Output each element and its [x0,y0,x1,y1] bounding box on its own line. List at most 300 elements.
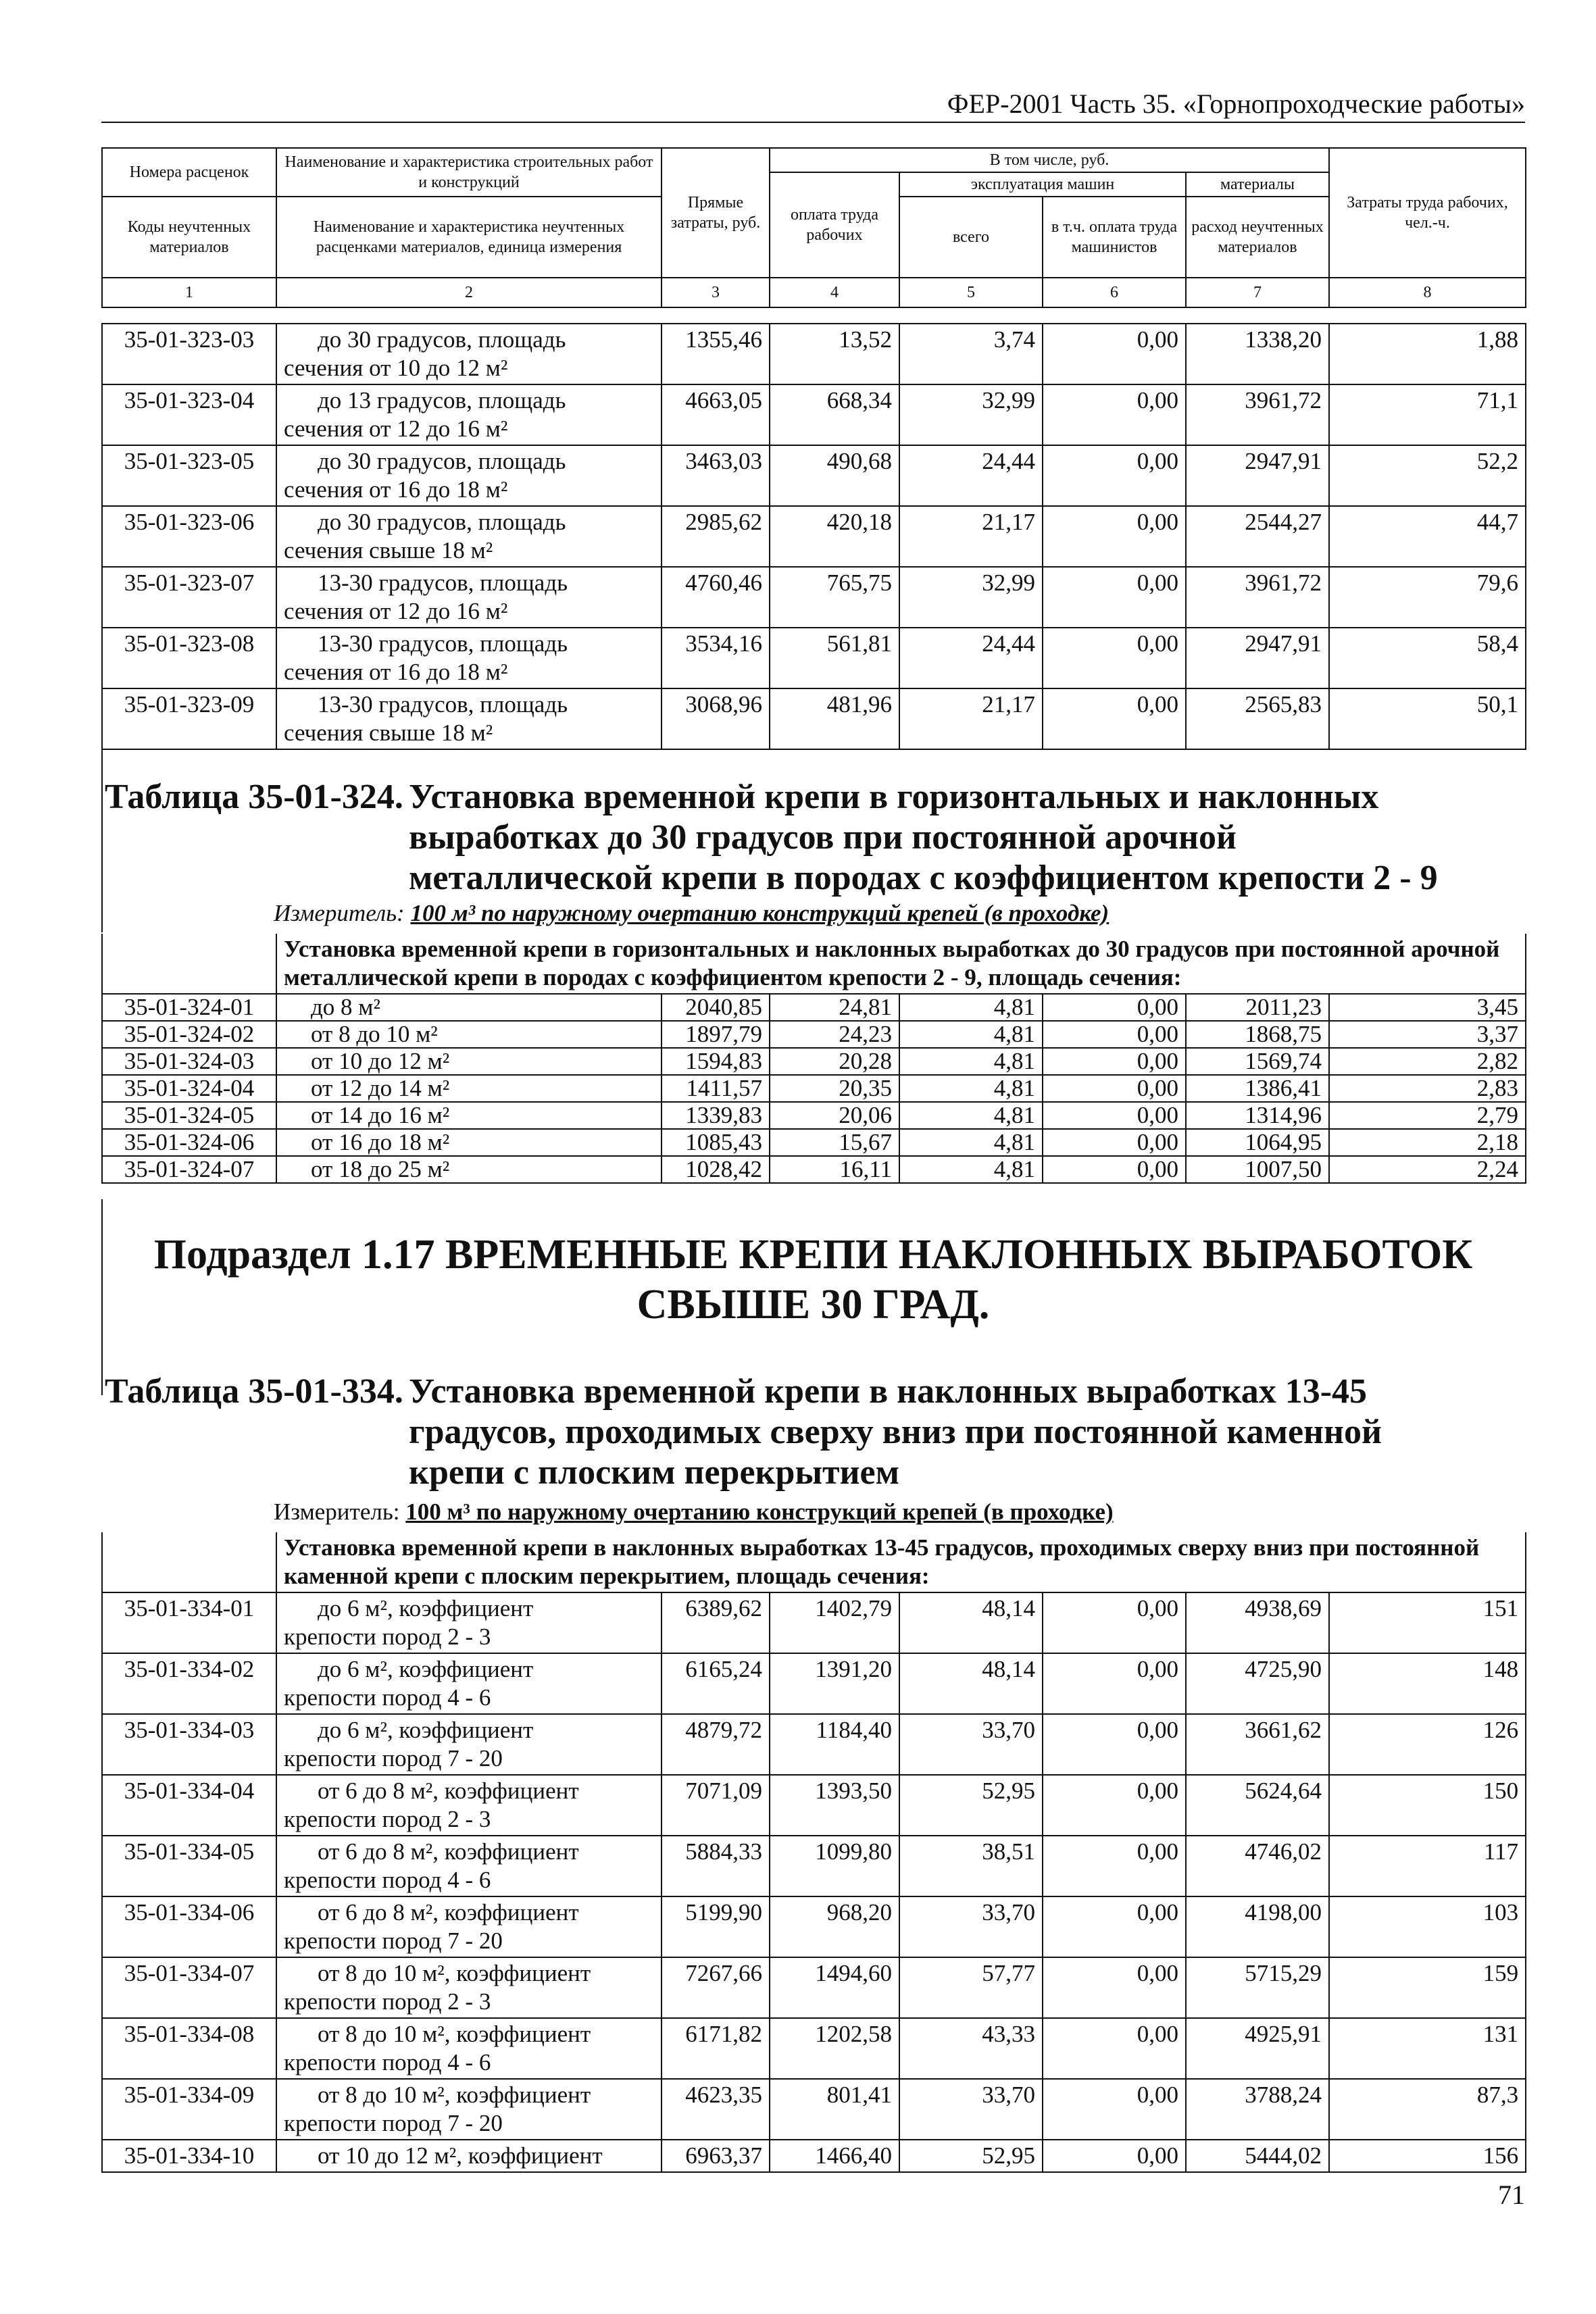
description-line-1: от 8 до 10 м² [311,1021,438,1047]
value-col-5: 4,81 [899,1102,1043,1129]
value-col-5: 33,70 [899,2079,1043,2140]
header-machinist-wages: в т.ч. оплата труда машинистов [1043,197,1186,278]
value-col-7: 1314,96 [1186,1102,1329,1129]
value-col-6: 0,00 [1043,1075,1186,1102]
value-col-4: 1466,40 [770,2140,899,2172]
left-border-line [101,736,103,932]
value-col-4: 1393,50 [770,1775,899,1836]
description-line-2: крепости пород 2 - 3 [284,1988,491,2015]
value-col-8: 2,18 [1329,1129,1526,1156]
table-324-measure [274,900,1596,927]
rate-code: 35-01-334-10 [102,2140,276,2172]
description-line-1: 13-30 градусов, площадь [318,570,568,596]
value-col-6: 0,00 [1043,567,1186,628]
value-col-3: 5884,33 [662,1836,770,1896]
value-col-8: 150 [1329,1775,1526,1836]
col-num-3: 3 [662,278,770,307]
value-col-4: 1494,60 [770,1957,899,2018]
value-col-7: 2947,91 [1186,628,1329,688]
rate-code: 35-01-334-06 [102,1896,276,1957]
value-col-8: 2,83 [1329,1075,1526,1102]
value-col-8: 151 [1329,1592,1526,1653]
description-line-2: сечения свыше 18 м² [284,537,493,563]
value-col-8: 71,1 [1329,384,1526,445]
value-col-5: 4,81 [899,1156,1043,1183]
table-324 [101,934,1526,1184]
header-material-codes: Коды неучтенных материалов [102,197,276,278]
table-row [102,1775,1526,1836]
table-row [102,1957,1526,2018]
value-col-3: 5199,90 [662,1896,770,1957]
value-col-7: 4746,02 [1186,1836,1329,1896]
value-col-4: 1099,80 [770,1836,899,1896]
work-description [276,1156,662,1183]
table-row [102,506,1526,567]
value-col-3: 1411,57 [662,1075,770,1102]
rate-code: 35-01-334-02 [102,1653,276,1714]
work-description [276,445,662,506]
header-rule [101,122,1525,123]
table-324-title: Установка временной крепи в горизонтальных и наклонных выработках до 30 градусов при постоянной арочной металлической крепи в породах с коэффициентом крепости 2 - 9 [409,778,1438,897]
value-col-3: 1594,83 [662,1048,770,1075]
table-row [102,1075,1526,1102]
table-324-group-heading: Установка временной крепи в горизонтальных и наклонных выработках до 30 градусов при постоянной арочной металлической крепи в породах с коэффициентом крепости 2 - 9, площадь сечения: [276,934,1526,994]
rate-code: 35-01-334-04 [102,1775,276,1836]
rate-code: 35-01-334-08 [102,2018,276,2079]
measure-unit: 100 м³ по наружному очертанию конструкций крепей (в проходке) [410,900,1109,926]
value-col-5: 52,95 [899,2140,1043,2172]
value-col-3: 3534,16 [662,628,770,688]
work-description [276,1129,662,1156]
table-row [102,1836,1526,1896]
value-col-6: 0,00 [1043,445,1186,506]
table-row [102,628,1526,688]
value-col-3: 2040,85 [662,994,770,1021]
value-col-7: 1868,75 [1186,1021,1329,1048]
description-line-2: крепости пород 7 - 20 [284,2110,503,2136]
value-col-5: 33,70 [899,1896,1043,1957]
value-col-5: 24,44 [899,445,1043,506]
value-col-5: 24,44 [899,628,1043,688]
value-col-7: 2544,27 [1186,506,1329,567]
table-324-title-block [105,777,1524,899]
value-col-3: 1355,46 [662,324,770,384]
value-col-6: 0,00 [1043,1102,1186,1129]
description-line-1: от 6 до 8 м², коэффициент [318,1838,579,1865]
value-col-6: 0,00 [1043,994,1186,1021]
rate-code: 35-01-324-04 [102,1075,276,1102]
column-header-table [101,147,1526,308]
table-row [102,994,1526,1021]
description-line-2: крепости пород 2 - 3 [284,1806,491,1832]
table-row [102,324,1526,384]
subsection-title: Подраздел 1.17 ВРЕМЕННЫЕ КРЕПИ НАКЛОННЫХ ВЫРАБОТОК СВЫШЕ 30 ГРАД. [153,1232,1473,1328]
description-line-2: крепости пород 7 - 20 [284,1928,503,1954]
rate-code: 35-01-334-07 [102,1957,276,2018]
value-col-5: 4,81 [899,994,1043,1021]
value-col-6: 0,00 [1043,1714,1186,1775]
value-col-4: 1202,58 [770,2018,899,2079]
value-col-6: 0,00 [1043,1021,1186,1048]
header-materials-consumption: расход неучтенных материалов [1186,197,1329,278]
value-col-7: 2565,83 [1186,688,1329,749]
table-row [102,1129,1526,1156]
table-334 [101,1532,1526,2173]
value-col-3: 4760,46 [662,567,770,628]
value-col-4: 1402,79 [770,1592,899,1653]
value-col-4: 16,11 [770,1156,899,1183]
value-col-3: 6165,24 [662,1653,770,1714]
value-col-6: 0,00 [1043,1048,1186,1075]
table-324-body [101,934,1525,1184]
value-col-5: 4,81 [899,1048,1043,1075]
table-334-title: Установка временной крепи в наклонных выработках 13-45 градусов, проходимых сверху вниз при постоянной каменной крепи с плоским перекрытием [409,1372,1382,1492]
description-line-2: сечения от 12 до 16 м² [284,598,508,624]
table-row [102,1714,1526,1775]
value-col-4: 24,81 [770,994,899,1021]
description-line-1: от 6 до 8 м², коэффициент [318,1778,579,1804]
description-line-1: до 6 м², коэффициент [318,1656,534,1682]
value-col-4: 968,20 [770,1896,899,1957]
description-line-2: сечения от 10 до 12 м² [284,355,508,381]
value-col-8: 131 [1329,2018,1526,2079]
value-col-8: 103 [1329,1896,1526,1957]
value-col-5: 32,99 [899,384,1043,445]
rate-code: 35-01-324-06 [102,1129,276,1156]
value-col-4: 561,81 [770,628,899,688]
header-materials: материалы [1186,172,1329,197]
table-row [102,1102,1526,1129]
value-col-8: 126 [1329,1714,1526,1775]
table-row [102,1048,1526,1075]
col-num-5: 5 [899,278,1043,307]
table-334-measure [274,1499,1596,1526]
value-col-3: 6963,37 [662,2140,770,2172]
work-description [276,994,662,1021]
value-col-7: 4925,91 [1186,2018,1329,2079]
rate-code: 35-01-334-01 [102,1592,276,1653]
value-col-3: 4663,05 [662,384,770,445]
rate-code: 35-01-334-09 [102,2079,276,2140]
col-num-7: 7 [1186,278,1329,307]
value-col-5: 21,17 [899,688,1043,749]
value-col-3: 3463,03 [662,445,770,506]
header-rate-numbers: Номера расценок [102,148,276,197]
rate-code: 35-01-324-01 [102,994,276,1021]
table-row [102,2079,1526,2140]
value-col-3: 6389,62 [662,1592,770,1653]
value-col-4: 420,18 [770,506,899,567]
measure-unit: 100 м³ по наружному очертанию конструкций крепей (в проходке) [405,1499,1114,1525]
description-line-1: от 16 до 18 м² [311,1129,450,1155]
table-323 [101,323,1526,750]
value-col-5: 43,33 [899,2018,1043,2079]
value-col-6: 0,00 [1043,506,1186,567]
value-col-6: 0,00 [1043,1129,1186,1156]
header-labor: Затраты труда рабочих, чел.-ч. [1329,148,1526,278]
table-row [102,688,1526,749]
work-description [276,1075,662,1102]
value-col-5: 4,81 [899,1129,1043,1156]
value-col-8: 148 [1329,1653,1526,1714]
value-col-7: 3961,72 [1186,567,1329,628]
value-col-7: 1007,50 [1186,1156,1329,1183]
description-line-1: 13-30 градусов, площадь [318,691,568,718]
value-col-7: 4725,90 [1186,1653,1329,1714]
value-col-3: 7267,66 [662,1957,770,2018]
description-line-2: крепости пород 4 - 6 [284,1684,491,1711]
value-col-7: 1386,41 [1186,1075,1329,1102]
value-col-4: 765,75 [770,567,899,628]
value-col-8: 87,3 [1329,2079,1526,2140]
value-col-4: 13,52 [770,324,899,384]
value-col-7: 1569,74 [1186,1048,1329,1075]
description-line-1: 13-30 градусов, площадь [318,630,568,657]
value-col-3: 3068,96 [662,688,770,749]
description-line-2: сечения свыше 18 м² [284,720,493,746]
header-material-names: Наименование и характеристика неучтенных расценками материалов, единица измерения [276,197,662,278]
value-col-5: 48,14 [899,1592,1043,1653]
work-description [276,2018,662,2079]
description-line-1: от 12 до 14 м² [311,1075,450,1101]
value-col-5: 57,77 [899,1957,1043,2018]
value-col-8: 1,88 [1329,324,1526,384]
description-line-2: сечения от 12 до 16 м² [284,416,508,442]
description-line-1: от 6 до 8 м², коэффициент [318,1899,579,1926]
value-col-6: 0,00 [1043,688,1186,749]
value-col-3: 4879,72 [662,1714,770,1775]
value-col-7: 3961,72 [1186,384,1329,445]
value-col-7: 5715,29 [1186,1957,1329,2018]
value-col-3: 7071,09 [662,1775,770,1836]
table-row [102,1021,1526,1048]
value-col-4: 24,23 [770,1021,899,1048]
work-description [276,1775,662,1836]
description-line-1: от 8 до 10 м², коэффициент [318,2082,591,2108]
header-work-name: Наименование и характеристика строительных работ и конструкций [276,148,662,197]
value-col-6: 0,00 [1043,324,1186,384]
value-col-4: 481,96 [770,688,899,749]
table-324-label: Таблица 35-01-324. [105,778,403,816]
value-col-5: 3,74 [899,324,1043,384]
work-description [276,1836,662,1896]
value-col-8: 2,82 [1329,1048,1526,1075]
table-334-title-block [105,1372,1524,1493]
value-col-6: 0,00 [1043,1896,1186,1957]
description-line-1: до 30 градусов, площадь [318,509,566,535]
value-col-7: 3788,24 [1186,2079,1329,2140]
rate-code: 35-01-323-09 [102,688,276,749]
header-direct-costs: Прямые затраты, руб. [662,148,770,278]
description-line-1: до 13 градусов, площадь [318,387,566,413]
value-col-6: 0,00 [1043,1957,1186,2018]
value-col-5: 52,95 [899,1775,1043,1836]
table-row [102,384,1526,445]
description-line-1: до 6 м², коэффициент [318,1595,534,1621]
work-description [276,567,662,628]
value-col-3: 1897,79 [662,1021,770,1048]
work-description [276,628,662,688]
work-description [276,324,662,384]
value-col-7: 5624,64 [1186,1775,1329,1836]
value-col-6: 0,00 [1043,1653,1186,1714]
header-machines-total: всего [899,197,1043,278]
value-col-3: 2985,62 [662,506,770,567]
value-col-6: 0,00 [1043,2018,1186,2079]
value-col-8: 3,37 [1329,1021,1526,1048]
value-col-8: 3,45 [1329,994,1526,1021]
value-col-8: 44,7 [1329,506,1526,567]
value-col-7: 4198,00 [1186,1896,1329,1957]
work-description [276,2140,662,2172]
description-line-1: от 14 до 16 м² [311,1102,450,1128]
work-description [276,1048,662,1075]
work-description [276,1653,662,1714]
description-line-2: крепости пород 4 - 6 [284,2049,491,2076]
value-col-8: 2,24 [1329,1156,1526,1183]
value-col-4: 1391,20 [770,1653,899,1714]
work-description [276,1957,662,2018]
table-row [102,2140,1526,2172]
value-col-8: 50,1 [1329,688,1526,749]
rate-code: 35-01-323-08 [102,628,276,688]
value-col-6: 0,00 [1043,384,1186,445]
description-line-2: крепости пород 7 - 20 [284,1745,503,1771]
value-col-5: 38,51 [899,1836,1043,1896]
value-col-6: 0,00 [1043,2079,1186,2140]
rate-code: 35-01-334-05 [102,1836,276,1896]
work-description [276,384,662,445]
value-col-5: 48,14 [899,1653,1043,1714]
column-header [101,147,1525,308]
header-machines: эксплуатация машин [899,172,1186,197]
value-col-6: 0,00 [1043,1775,1186,1836]
value-col-6: 0,00 [1043,1836,1186,1896]
value-col-8: 156 [1329,2140,1526,2172]
table-row [102,1592,1526,1653]
value-col-6: 0,00 [1043,1592,1186,1653]
description-line-1: от 10 до 12 м², коэффициент [318,2142,603,2169]
table-row [102,1653,1526,1714]
rate-code: 35-01-334-03 [102,1714,276,1775]
rate-code: 35-01-324-05 [102,1102,276,1129]
work-description [276,1592,662,1653]
description-line-1: от 8 до 10 м², коэффициент [318,2021,591,2047]
rate-code: 35-01-323-07 [102,567,276,628]
value-col-7: 1338,20 [1186,324,1329,384]
description-line-2: крепости пород 2 - 3 [284,1624,491,1650]
value-col-5: 4,81 [899,1075,1043,1102]
table-334-label: Таблица 35-01-334. [105,1372,403,1411]
description-line-2: сечения от 16 до 18 м² [284,659,508,685]
value-col-5: 32,99 [899,567,1043,628]
work-description [276,2079,662,2140]
value-col-8: 2,79 [1329,1102,1526,1129]
header-including: В том числе, руб. [770,148,1329,172]
value-col-5: 21,17 [899,506,1043,567]
rate-code: 35-01-324-03 [102,1048,276,1075]
value-col-4: 20,35 [770,1075,899,1102]
value-col-7: 2011,23 [1186,994,1329,1021]
description-line-2: крепости пород 4 - 6 [284,1867,491,1893]
value-col-8: 117 [1329,1836,1526,1896]
rate-code: 35-01-323-04 [102,384,276,445]
value-col-4: 801,41 [770,2079,899,2140]
running-header: ФЕР-2001 Часть 35. «Горнопроходческие работы» [947,89,1525,119]
value-col-7: 1064,95 [1186,1129,1329,1156]
value-col-4: 20,28 [770,1048,899,1075]
value-col-4: 490,68 [770,445,899,506]
value-col-7: 5444,02 [1186,2140,1329,2172]
value-col-3: 4623,35 [662,2079,770,2140]
table-row [102,2018,1526,2079]
table-row [102,1156,1526,1183]
rate-code: 35-01-324-07 [102,1156,276,1183]
description-line-1: от 10 до 12 м² [311,1048,450,1074]
value-col-7: 4938,69 [1186,1592,1329,1653]
value-col-5: 4,81 [899,1021,1043,1048]
description-line-1: до 8 м² [311,994,380,1020]
value-col-8: 52,2 [1329,445,1526,506]
rate-code: 35-01-324-02 [102,1021,276,1048]
value-col-4: 15,67 [770,1129,899,1156]
value-col-4: 668,34 [770,384,899,445]
work-description [276,1896,662,1957]
value-col-3: 1085,43 [662,1129,770,1156]
value-col-7: 2947,91 [1186,445,1329,506]
table-334-body [101,1532,1525,2173]
value-col-3: 1028,42 [662,1156,770,1183]
col-num-4: 4 [770,278,899,307]
value-col-8: 159 [1329,1957,1526,2018]
rate-code: 35-01-323-06 [102,506,276,567]
measure-prefix: Измеритель: [274,900,405,926]
value-col-8: 79,6 [1329,567,1526,628]
col-num-2: 2 [276,278,662,307]
table-row [102,1896,1526,1957]
value-col-7: 3661,62 [1186,1714,1329,1775]
description-line-1: до 30 градусов, площадь [318,326,566,353]
rate-code: 35-01-323-05 [102,445,276,506]
header-wages: оплата труда рабочих [770,172,899,278]
description-line-1: от 8 до 10 м², коэффициент [318,1960,591,1986]
value-col-3: 1339,83 [662,1102,770,1129]
work-description [276,1714,662,1775]
description-line-1: до 6 м², коэффициент [318,1717,534,1743]
value-col-6: 0,00 [1043,2140,1186,2172]
work-description [276,688,662,749]
table-row [102,445,1526,506]
value-col-6: 0,00 [1043,628,1186,688]
work-description [276,506,662,567]
measure-prefix: Измеритель: [274,1499,400,1525]
description-line-1: от 18 до 25 м² [311,1156,450,1182]
col-num-6: 6 [1043,278,1186,307]
value-col-4: 20,06 [770,1102,899,1129]
work-description [276,1021,662,1048]
description-line-1: до 30 градусов, площадь [318,448,566,474]
col-num-8: 8 [1329,278,1526,307]
value-col-5: 33,70 [899,1714,1043,1775]
value-col-6: 0,00 [1043,1156,1186,1183]
rate-code: 35-01-323-03 [102,324,276,384]
value-col-3: 6171,82 [662,2018,770,2079]
table-row [102,567,1526,628]
work-description [276,1102,662,1129]
value-col-4: 1184,40 [770,1714,899,1775]
col-num-1: 1 [102,278,276,307]
table-334-group-heading: Установка временной крепи в наклонных выработках 13-45 градусов, проходимых сверху вниз при постоянной каменной крепи с плоским перекрытием, площадь сечения: [276,1532,1526,1592]
